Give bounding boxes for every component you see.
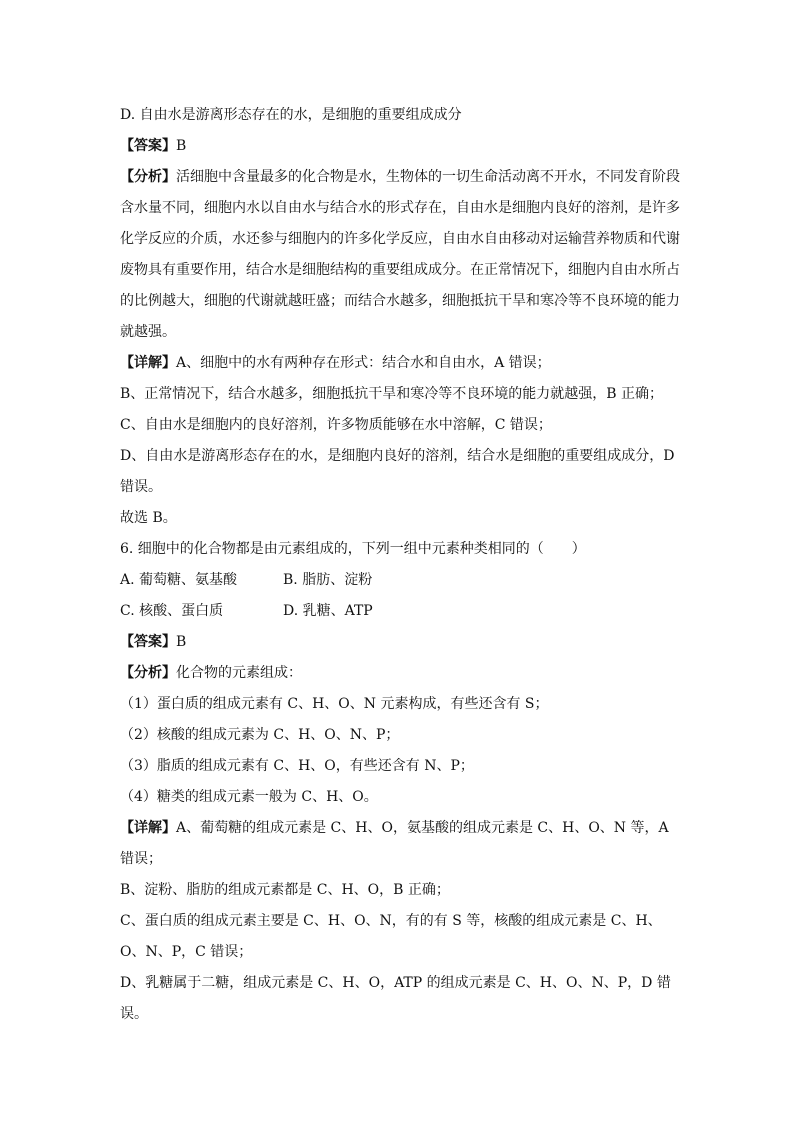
analysis-text-2: 化合物的元素组成： (176, 665, 302, 681)
detail-line-c: C、自由水是细胞内的良好溶剂，许多物质能够在水中溶解，C 错误； (120, 417, 552, 433)
analysis-tag: 【分析】 (120, 169, 176, 185)
analysis-tag-2: 【分析】 (120, 665, 176, 681)
conclusion-line: 故选 B。 (120, 510, 177, 526)
analysis-item-3: （3）脂质的组成元素有 C、H、O，有些还含有 N、P； (120, 758, 474, 774)
answer-value: B (176, 138, 187, 154)
detail-line-2d: D、乳糖属于二糖，组成元素是 C、H、O，ATP 的组成元素是 C、H、O、N、P，D 错误。 (120, 975, 671, 1022)
answer-tag: 【答案】 (120, 138, 176, 154)
options-row-2 (120, 596, 680, 627)
analysis-paragraph (120, 162, 680, 348)
detail-line-2a (120, 813, 680, 875)
detail-line-d: D、自由水是游离形态存在的水，是细胞内良好的溶剂，结合水是细胞的重要组成成分，D 错误。 (120, 448, 675, 495)
detail-text-a: A、细胞中的水有两种存在形式：结合水和自由水，A 错误； (176, 355, 551, 371)
question-6: 6. 细胞中的化合物都是由元素组成的，下列一组中元素种类相同的（ ） (120, 541, 586, 557)
detail-text-2a: A、葡萄糖的组成元素是 C、H、O，氨基酸的组成元素是 C、H、O、N 等，A 错误； (120, 820, 669, 867)
detail-line-b: B、正常情况下，结合水越多，细胞抵抗干旱和寒冷等不良环境的能力就越强，B 正确； (120, 386, 664, 402)
detail-line-2b: B、淀粉、脂肪的组成元素都是 C、H、O，B 正确； (120, 882, 450, 898)
detail-tag-2: 【详解】 (120, 820, 176, 836)
option-d-line: D. 自由水是游离形态存在的水，是细胞的重要组成成分 (120, 107, 462, 123)
detail-line-2c: C、蛋白质的组成元素主要是 C、H、O、N，有的有 S 等，核酸的组成元素是 C、H、O、N、P，C 错误； (120, 913, 662, 960)
answer-tag-2: 【答案】 (120, 634, 176, 650)
detail-line (120, 348, 680, 379)
analysis-line-2 (120, 658, 680, 689)
detail-tag: 【详解】 (120, 355, 176, 371)
answer-line (120, 131, 680, 162)
answer-value-2: B (176, 634, 187, 650)
document-page (120, 100, 680, 1030)
options-row-1 (120, 565, 680, 596)
option-b: B. 脂肪、淀粉 (283, 572, 373, 588)
analysis-item-2: （2）核酸的组成元素为 C、H、O、N、P； (120, 727, 400, 743)
analysis-text: 活细胞中含量最多的化合物是水，生物体的一切生命活动离不开水，不同发育阶段含水量不同，细胞内水以自由水与结合水的形式存在，自由水是细胞内良好的溶剂，是许多化学反应的介质，水还参与细胞内的许多化学反应，自由水自由移动对运输营养物质和代谢废物具有重要作用，结合水是细胞结构的重要组成成分。在正常情况下，细胞内自由水所占的比例越大，细胞的代谢就越旺盛；而结合水越多，细胞抵抗干旱和寒冷等不良环境的能力就越强。 (120, 169, 680, 340)
option-c: C. 核酸、蛋白质 (120, 603, 224, 619)
analysis-item-1: （1）蛋白质的组成元素有 C、H、O、N 元素构成，有些还含有 S； (120, 696, 549, 712)
option-d: D. 乳糖、ATP (283, 603, 373, 619)
answer-line-2 (120, 627, 680, 658)
analysis-item-4: （4）糖类的组成元素一般为 C、H、O。 (120, 789, 378, 805)
option-a: A. 葡萄糖、氨基酸 (120, 572, 238, 588)
